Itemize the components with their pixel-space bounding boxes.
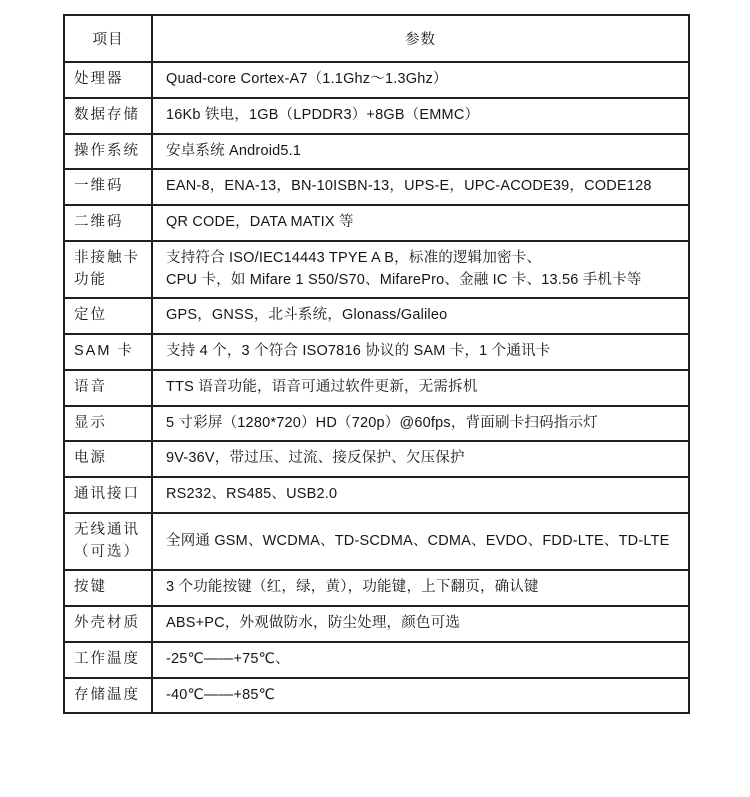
- row-label: 电源: [64, 441, 152, 477]
- table-row-buttons: [64, 570, 689, 606]
- table-row-contactless-card: [64, 241, 689, 299]
- table-row-processor: [64, 62, 689, 98]
- row-value: EAN-8，ENA-13，BN-10ISBN-13，UPS-E，UPC-ACODE39，CODE128: [152, 169, 689, 205]
- row-value: RS232、RS485、USB2.0: [152, 477, 689, 513]
- spec-table: [63, 14, 690, 714]
- row-value: [152, 241, 689, 299]
- row-label: 一维码: [64, 169, 152, 205]
- row-label: 操作系统: [64, 134, 152, 170]
- table-row-shell-material: [64, 606, 689, 642]
- row-value: -25℃——+75℃、: [152, 642, 689, 678]
- row-label: 处理器: [64, 62, 152, 98]
- row-label: 语音: [64, 370, 152, 406]
- table-row-power: [64, 441, 689, 477]
- row-value: 5 寸彩屏（1280*720）HD（720p）@60fps，背面刷卡扫码指示灯: [152, 406, 689, 442]
- row-label: 通讯接口: [64, 477, 152, 513]
- row-label: 存储温度: [64, 678, 152, 714]
- table-row-voice: [64, 370, 689, 406]
- table-row-comm-interface: [64, 477, 689, 513]
- table-row-working-temp: [64, 642, 689, 678]
- row-value-line2: CPU 卡，如 Mifare 1 S50/S70、MifarePro、金融 IC 卡、13.56 手机卡等: [166, 271, 642, 288]
- row-value: 全网通 GSM、WCDMA、TD-SCDMA、CDMA、EVDO、FDD-LTE、TD-LTE: [152, 513, 689, 571]
- row-value: Quad-core Cortex-A7（1.1Ghz～1.3Ghz）: [152, 62, 689, 98]
- row-value: 支持 4 个，3 个符合 ISO7816 协议的 SAM 卡，1 个通讯卡: [152, 334, 689, 370]
- row-value: ABS+PC，外观做防水，防尘处理，颜色可选: [152, 606, 689, 642]
- row-value: QR CODE，DATA MATIX 等: [152, 205, 689, 241]
- table-row-storage-temp: [64, 678, 689, 714]
- header-row: [64, 15, 689, 62]
- table-row-1d-code: [64, 169, 689, 205]
- row-label: 数据存储: [64, 98, 152, 134]
- table-row-sam-card: [64, 334, 689, 370]
- row-label: 非接触卡功能: [64, 241, 152, 299]
- row-value: 安卓系统 Android5.1: [152, 134, 689, 170]
- row-label: 二维码: [64, 205, 152, 241]
- row-value-line1: 支持符合 ISO/IEC14443 TPYE A B，标准的逻辑加密卡、: [166, 249, 542, 266]
- row-label: 定位: [64, 298, 152, 334]
- header-param-cell: 参数: [152, 15, 689, 62]
- row-label: 外壳材质: [64, 606, 152, 642]
- row-value: 16Kb 铁电，1GB（LPDDR3）+8GB（EMMC）: [152, 98, 689, 134]
- row-value: 9V-36V，带过压、过流、接反保护、欠压保护: [152, 441, 689, 477]
- row-value: TTS 语音功能，语音可通过软件更新，无需拆机: [152, 370, 689, 406]
- row-label: 显示: [64, 406, 152, 442]
- row-label: SAM 卡: [64, 334, 152, 370]
- row-label: 无线通讯（可选）: [64, 513, 152, 571]
- table-row-storage: [64, 98, 689, 134]
- table-row-os: [64, 134, 689, 170]
- row-value: 3 个功能按键（红，绿，黄），功能键，上下翻页，确认键: [152, 570, 689, 606]
- table-row-display: [64, 406, 689, 442]
- row-label: 工作温度: [64, 642, 152, 678]
- row-value: GPS，GNSS，北斗系统，Glonass/Galileo: [152, 298, 689, 334]
- header-item-cell: 项目: [64, 15, 152, 62]
- table-row-2d-code: [64, 205, 689, 241]
- row-label: 按键: [64, 570, 152, 606]
- table-row-wireless-comm: [64, 513, 689, 571]
- table-row-positioning: [64, 298, 689, 334]
- row-value: -40℃——+85℃: [152, 678, 689, 714]
